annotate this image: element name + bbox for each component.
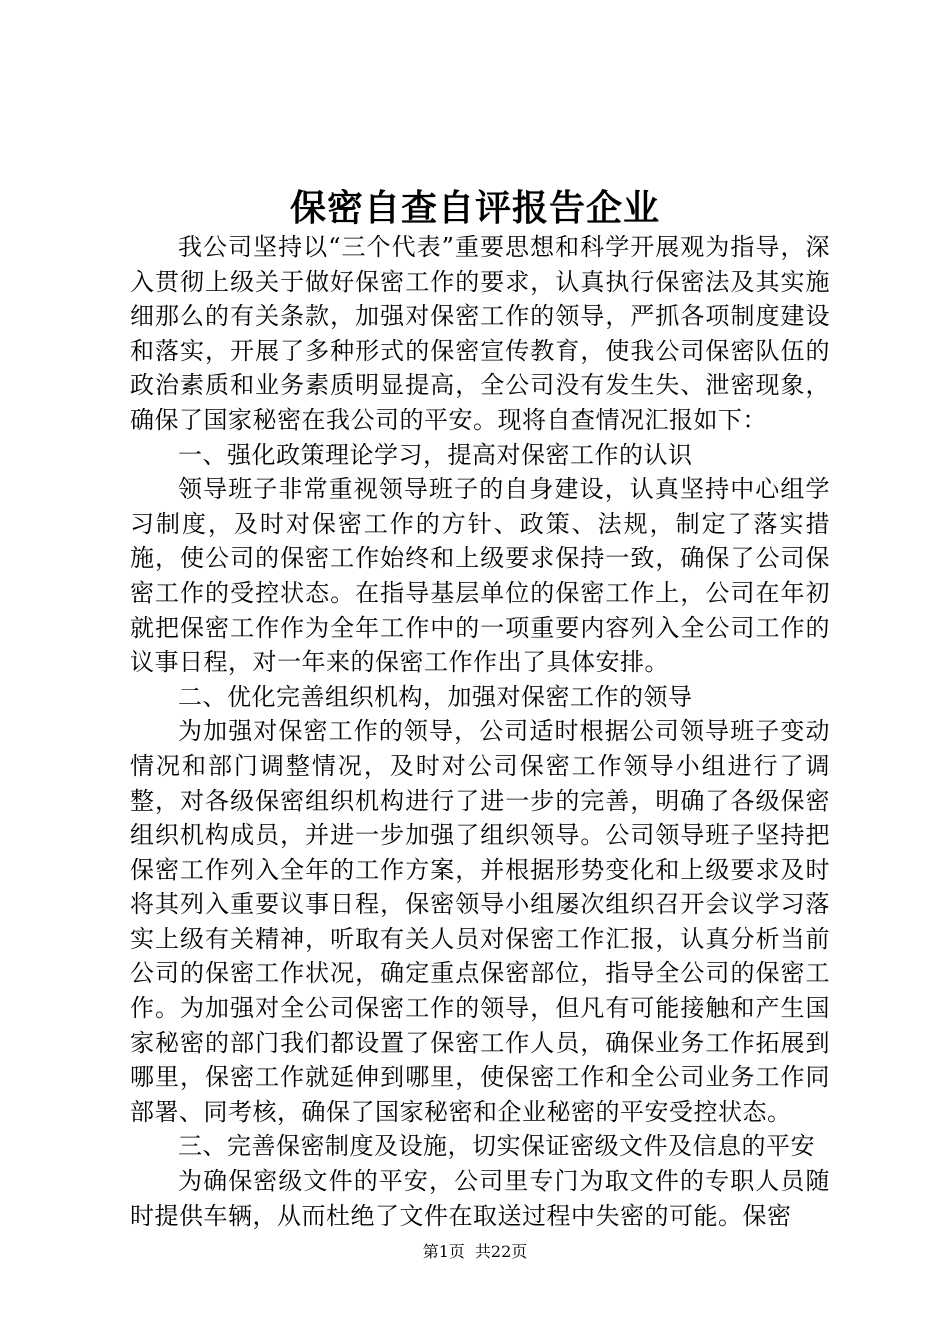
page-total: 共22页 bbox=[474, 1242, 528, 1261]
section-heading-3: 三、完善保密制度及设施，切实保证密级文件及信息的平安 bbox=[178, 1132, 815, 1161]
paragraph-section-1: 领导班子非常重视领导班子的自身建设，认真坚持中心组学习制度，及时对保密工作的方针、政策、法规，制定了落实措施，使公司的保密工作始终和上级要求保持一致，确保了公司保密工作的受控状态。在指导基层单位的保密工作上，公司在年初就把保密工作作为全年工作中的一项重要内容列入全公司工作的议事日程，对一年来的保密工作作出了具体安排。 bbox=[130, 475, 830, 677]
document-title: 保密自查自评报告企业 bbox=[289, 187, 660, 229]
page-footer bbox=[0, 1240, 950, 1264]
document-body bbox=[130, 230, 830, 1233]
paragraph-intro: 我公司坚持以“三个代表”重要思想和科学开展观为指导，深入贯彻上级关于做好保密工作的要求，认真执行保密法及其实施细那么的有关条款，加强对保密工作的领导，严抓各项制度建设和落实，开展了多种形式的保密宣传教育，使我公司保密队伍的政治素质和业务素质明显提高，全公司没有发生失、泄密现象，确保了国家秘密在我公司的平安。现将自查情况汇报如下： bbox=[130, 233, 830, 434]
page-number: 第1页 bbox=[422, 1242, 465, 1261]
section-heading-2: 二、优化完善组织机构，加强对保密工作的领导 bbox=[178, 682, 693, 711]
paragraph-section-3: 为确保密级文件的平安，公司里专门为取文件的专职人员随时提供车辆，从而杜绝了文件在取送过程中失密的可能。保密 bbox=[130, 1167, 830, 1230]
section-heading-1: 一、强化政策理论学习，提高对保密工作的认识 bbox=[178, 440, 693, 469]
paragraph-section-2: 为加强对保密工作的领导，公司适时根据公司领导班子变动情况和部门调整情况，及时对公司保密工作领导小组进行了调整，对各级保密组织机构进行了进一步的完善，明确了各级保密组织机构成员，并进一步加强了组织领导。公司领导班子坚持把保密工作列入全年的工作方案，并根据形势变化和上级要求及时将其列入重要议事日程，保密领导小组屡次组织召开会议学习落实上级有关精神，听取有关人员对保密工作汇报，认真分析当前公司的保密工作状况，确定重点保密部位，指导全公司的保密工作。为加强对全公司保密工作的领导，但凡有可能接触和产生国家秘密的部门我们都设置了保密工作人员，确保业务工作拓展到哪里，保密工作就延伸到哪里，使保密工作和全公司业务工作同部署、同考核，确保了国家秘密和企业秘密的平安受控状态。 bbox=[130, 717, 830, 1126]
